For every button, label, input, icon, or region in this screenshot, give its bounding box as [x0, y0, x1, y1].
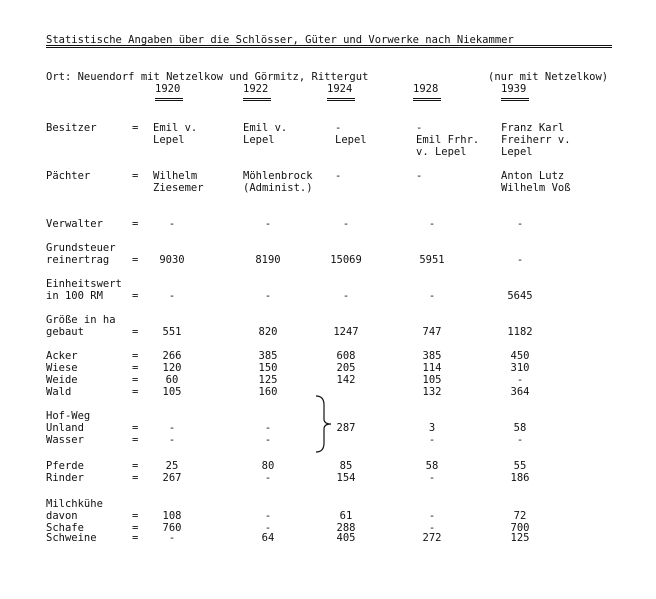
- table-cell: 1182: [507, 326, 533, 338]
- table-cell: 5645: [507, 290, 533, 302]
- table-cell: 8190: [255, 254, 281, 266]
- row-label: Verwalter: [46, 218, 103, 230]
- year-rule-1922: [243, 98, 271, 101]
- table-cell: -: [264, 434, 272, 446]
- row-equals: =: [132, 290, 139, 302]
- table-cell: -: [264, 472, 272, 484]
- page-title: Statistische Angaben über die Schlösser, Güter und Vorwerke nach Niekammer: [46, 34, 514, 46]
- table-cell: 1247: [333, 326, 359, 338]
- row-equals: =: [132, 460, 139, 472]
- row-equals: =: [132, 386, 139, 398]
- table-cell: -: [264, 218, 272, 230]
- table-cell: -: [335, 170, 342, 182]
- table-cell: 105: [422, 374, 442, 386]
- year-rule-1924: [327, 98, 355, 101]
- table-cell: -: [428, 290, 436, 302]
- year-rule-1928: [413, 98, 441, 101]
- table-cell: 105: [162, 386, 182, 398]
- table-cell: 58: [513, 422, 527, 434]
- row-label: Wald: [46, 386, 72, 398]
- year-header-1928: 1928: [413, 83, 439, 95]
- table-cell: 61: [339, 510, 353, 522]
- title-underline: [46, 45, 612, 48]
- table-cell: -: [264, 510, 272, 522]
- table-cell: 154: [336, 472, 356, 484]
- year-header-1924: 1924: [327, 83, 353, 95]
- row-label: Schweine: [46, 532, 97, 544]
- year-header-1920: 1920: [155, 83, 181, 95]
- table-cell: 747: [422, 326, 442, 338]
- row-equals: =: [132, 374, 139, 386]
- table-cell: 3: [428, 422, 436, 434]
- table-cell: 120: [162, 362, 182, 374]
- row-label: Rinder: [46, 472, 84, 484]
- table-cell: 55: [513, 460, 527, 472]
- table-cell: 142: [336, 374, 356, 386]
- row-equals: =: [132, 472, 139, 484]
- table-cell: -: [516, 374, 524, 386]
- table-cell: -: [168, 422, 176, 434]
- table-cell: -: [168, 290, 176, 302]
- row-label: Milchkühe davon: [46, 498, 103, 522]
- row-equals: =: [132, 254, 139, 266]
- row-label: Pferde: [46, 460, 84, 472]
- table-cell: Emil v. Lepel: [153, 122, 198, 146]
- table-cell: -: [416, 170, 423, 182]
- row-label: Hof-Weg: [46, 410, 91, 422]
- year-rule-1939: [501, 98, 529, 101]
- row-label: Weide: [46, 374, 78, 386]
- table-cell: -: [168, 218, 176, 230]
- row-equals: =: [132, 510, 139, 522]
- table-cell: - Lepel: [335, 122, 367, 146]
- row-equals: =: [132, 326, 139, 338]
- table-cell: 450: [510, 350, 530, 362]
- table-cell: 80: [261, 460, 275, 472]
- year-header-1939: 1939: [501, 83, 527, 95]
- table-cell: -: [264, 290, 272, 302]
- row-label: Pächter: [46, 170, 91, 182]
- table-cell: -: [428, 472, 436, 484]
- table-cell: -: [516, 218, 524, 230]
- table-cell: -: [168, 532, 176, 544]
- table-cell: Möhlenbrock (Administ.): [243, 170, 313, 194]
- location-note: (nur mit Netzelkow): [488, 71, 609, 83]
- year-rule-1920: [155, 98, 183, 101]
- row-label: Schafe: [46, 522, 84, 534]
- table-cell: -: [264, 522, 272, 534]
- table-cell: 760: [162, 522, 182, 534]
- table-cell: 266: [162, 350, 182, 362]
- table-cell: 267: [162, 472, 182, 484]
- row-equals: =: [132, 434, 139, 446]
- table-cell: 125: [258, 374, 278, 386]
- row-equals: =: [132, 362, 139, 374]
- table-cell: -: [516, 254, 524, 266]
- table-cell: 364: [510, 386, 530, 398]
- table-cell: 72: [513, 510, 527, 522]
- table-cell: 132: [422, 386, 442, 398]
- row-equals: =: [132, 122, 139, 134]
- table-cell: 186: [510, 472, 530, 484]
- year-header-1922: 1922: [243, 83, 269, 95]
- table-cell: 385: [422, 350, 442, 362]
- brace-bracket: [314, 395, 334, 453]
- table-cell: 288: [336, 522, 356, 534]
- table-cell: -: [428, 434, 436, 446]
- table-cell: 15069: [330, 254, 362, 266]
- table-cell: 160: [258, 386, 278, 398]
- table-cell: 125: [510, 532, 530, 544]
- table-cell: 287: [336, 422, 356, 434]
- row-equals: =: [132, 170, 139, 182]
- table-cell: -: [264, 422, 272, 434]
- row-equals: =: [132, 522, 139, 534]
- row-equals: =: [132, 218, 139, 230]
- row-label: Wasser: [46, 434, 84, 446]
- table-cell: Wilhelm Ziesemer: [153, 170, 204, 194]
- table-cell: -: [428, 522, 436, 534]
- table-cell: 5951: [419, 254, 445, 266]
- table-cell: 551: [162, 326, 182, 338]
- table-cell: -: [516, 434, 524, 446]
- table-cell: 64: [261, 532, 275, 544]
- table-cell: 150: [258, 362, 278, 374]
- table-cell: 405: [336, 532, 356, 544]
- row-label: Unland: [46, 422, 84, 434]
- row-equals: =: [132, 350, 139, 362]
- table-cell: -: [428, 218, 436, 230]
- table-cell: - Emil Frhr. v. Lepel: [416, 122, 480, 158]
- table-cell: 85: [339, 460, 353, 472]
- row-equals: =: [132, 422, 139, 434]
- row-label: Besitzer: [46, 122, 97, 134]
- table-cell: Emil v. Lepel: [243, 122, 288, 146]
- table-cell: -: [428, 510, 436, 522]
- row-label: Acker: [46, 350, 78, 362]
- row-label: Grundsteuer reinertrag: [46, 242, 116, 266]
- table-cell: 700: [510, 522, 530, 534]
- table-cell: 205: [336, 362, 356, 374]
- table-cell: 272: [422, 532, 442, 544]
- table-cell: 820: [258, 326, 278, 338]
- table-cell: Anton Lutz Wilhelm Voß: [501, 170, 571, 194]
- table-cell: -: [168, 434, 176, 446]
- table-cell: 385: [258, 350, 278, 362]
- table-cell: -: [342, 290, 350, 302]
- row-label: Wiese: [46, 362, 78, 374]
- table-cell: 60: [165, 374, 179, 386]
- row-label: Größe in ha gebaut: [46, 314, 116, 338]
- table-cell: 608: [336, 350, 356, 362]
- table-cell: -: [342, 218, 350, 230]
- table-cell: 310: [510, 362, 530, 374]
- table-cell: 58: [425, 460, 439, 472]
- table-cell: 114: [422, 362, 442, 374]
- row-equals: =: [132, 532, 139, 544]
- location-label: Ort: Neuendorf mit Netzelkow und Görmitz, Rittergut: [46, 71, 369, 83]
- table-cell: 25: [165, 460, 179, 472]
- table-cell: 9030: [159, 254, 185, 266]
- row-label: Einheitswert in 100 RM: [46, 278, 122, 302]
- table-cell: 108: [162, 510, 182, 522]
- table-cell: Franz Karl Freiherr v. Lepel: [501, 122, 571, 158]
